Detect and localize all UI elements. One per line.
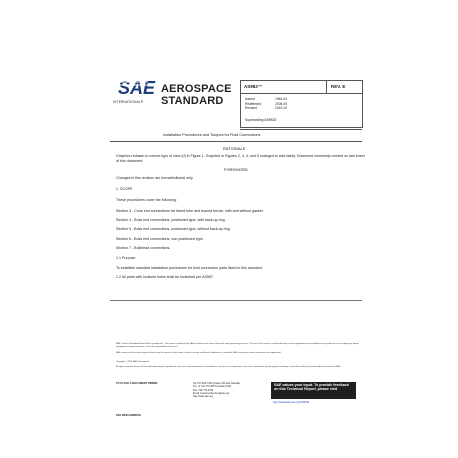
scope-section-7: Section 7 - Bulkhead connections. [116,246,171,250]
footer-policy: SAE Technical Standards Board Rules provide that: "This report is published by SAE to advance the state of technical and engineering sciences. The use of this report is entirely voluntary, and its applicability and suitability for any particular use, including any patent infringement arising therefrom, is the sole responsibility of the user." [116,343,359,348]
feedback-box: SAE values your input. To provide feedback on this Technical Report, please visit [271,382,356,399]
order-contact [193,382,240,398]
item-1-2: 1.2 All parts with lockwire holes shall be lockwired per AS567. [116,275,214,279]
title-line-1: AEROSPACE [161,83,232,95]
scope-intro: These procedures cover the following: [116,198,177,202]
superseding-note: Superseding AS983D [245,118,277,122]
scope-section-5: Section 5 - Boss end connections, positioned type, without back-up ring. [116,227,231,231]
date-revised: Revised 2019-10 [245,106,288,111]
order-tel-intl: Tel: +1 724-776-4970 (outside USA) [193,385,232,389]
web-address-label: SAE WEB ADDRESS: [116,414,142,417]
header-number-row [241,81,362,94]
sae-logo [117,77,156,99]
order-tel-usa: Tel: 877-606-7323 (inside USA and Canada) [193,382,240,385]
footer-rule [110,300,362,301]
footer-rights: All rights reserved. No part of this publication may be reproduced, stored in a retrieval system or transmitted, in any form or by any means, electronic, mechanical, photocopying, recording, or otherwise, without the prior written permission of SAE. [116,366,341,368]
rationale-heading: RATIONALE [223,146,246,151]
footer-review: SAE reviews each technical report at least every five years at which time it may be revised, reaffirmed, stabilized, or cancelled. SAE invites your written comments and suggestions. [116,352,282,354]
revision-label: REV. E [331,84,346,89]
scope-section-6: Section 6 - Boss end connections, non-positioned type. [116,237,204,241]
title-rule [110,141,362,142]
date-issued: Issued 1964-04 [245,97,288,101]
foreword-text: Changes in this revision are format/editorial only. [116,176,194,180]
purpose-text: To establish standard installation procedures for fluid connection parts listed in this standard. [116,266,263,270]
order-fax: Fax: 724-776-0790 [193,388,214,392]
document-type-title [161,83,232,107]
order-label: TO PLACE A DOCUMENT ORDER: [116,382,159,385]
rationale-text: Graphics redrawn to correct typo of view (d) in Figure 1. Graphics in Figures 2, 3, 4, and 5 enlarged to add clarity. Document ownership revised on last sheet of this document. [116,154,365,163]
footer-copyright: Copyright © 2019 SAE International [116,361,149,363]
header-rule [240,129,362,130]
foreword-heading: FOREWORD [224,167,248,172]
header-divider [326,81,327,93]
purpose-heading: 1.1 Purpose [116,256,136,260]
scope-section-4: Section 4 - Boss end connections, positioned type, with back-up ring. [116,218,226,222]
order-website[interactable]: http://www.sae.org [193,395,213,399]
order-email[interactable]: Email: CustomerService@sae.org [193,391,230,395]
document-title: Installation Procedures and Torques for Fluid Connections [163,133,261,137]
document-dates [245,97,287,111]
document-number: AS983™ [244,84,263,89]
header-info-box [240,80,363,128]
logo-text: SAE [118,78,156,98]
scope-heading: 1. SCOPE [116,187,133,191]
feedback-link[interactable]: http://standards.sae.org/AS983E [273,401,310,404]
date-reaffirmed: Reaffirmed 2006-05 [245,101,288,106]
scope-section-3: Section 3 - Cone end connections for flared tube and brazed ferrule, with and without gasket. [116,209,264,213]
logo-subtext: INTERNATIONAL® [113,100,144,104]
title-line-2: STANDARD [161,95,224,107]
